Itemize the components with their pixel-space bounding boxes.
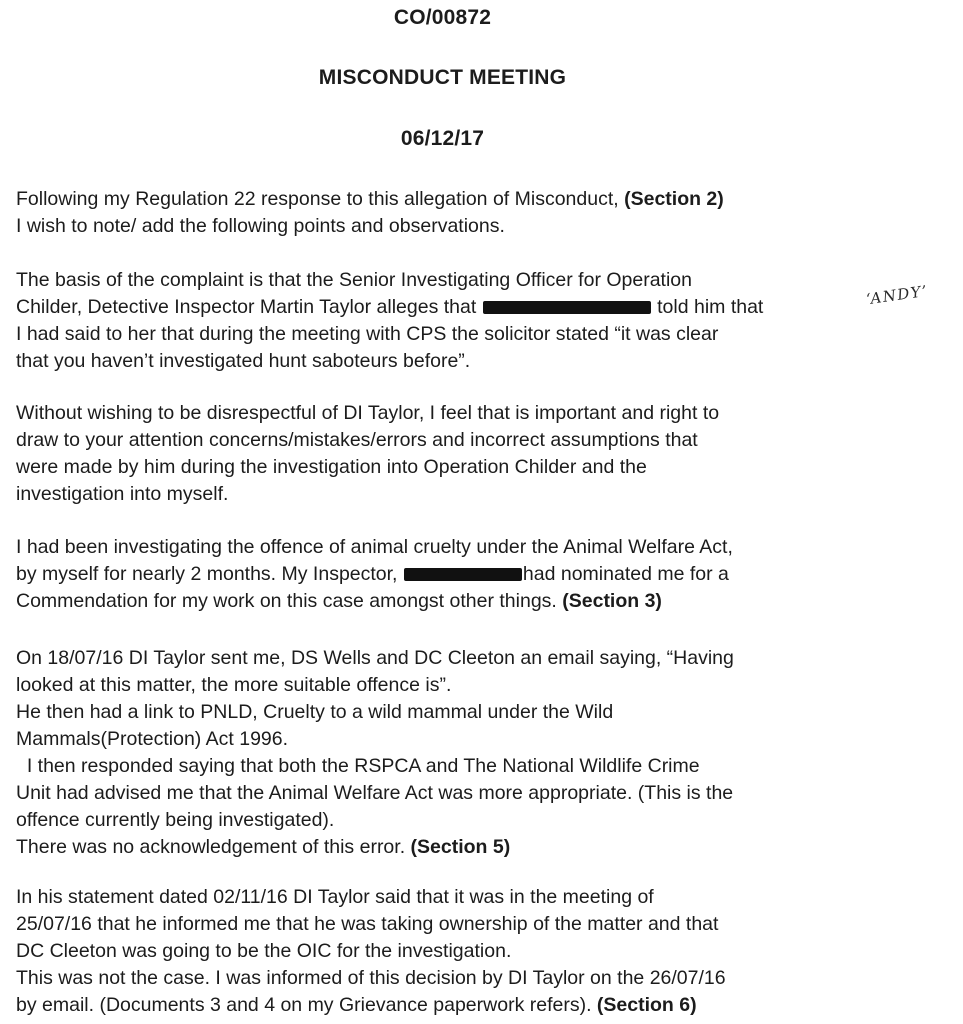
- paragraph-line: Mammals(Protection) Act 1996.: [16, 728, 289, 750]
- paragraph-line: He then had a link to PNLD, Cruelty to a wild mammal under the Wild: [16, 701, 614, 723]
- paragraph-line: Unit had advised me that the Animal Welfare Act was more appropriate. (This is the: [16, 782, 734, 804]
- paragraph-2: [16, 267, 916, 375]
- paragraph-3: [16, 400, 916, 508]
- paragraph-line: In his statement dated 02/11/16 DI Taylor said that it was in the meeting of: [16, 886, 654, 908]
- section-reference: (Section 6): [596, 994, 697, 1016]
- paragraph-line: The basis of the complaint is that the Senior Investigating Officer for Operation: [16, 269, 692, 291]
- paragraph-1: [16, 186, 916, 240]
- paragraph-line: were made by him during the investigation into Operation Childer and the: [16, 456, 647, 478]
- paragraph-line: offence currently being investigated).: [16, 809, 335, 831]
- paragraph-line: I had said to her that during the meeting with CPS the solicitor stated “it was clear: [16, 323, 719, 345]
- paragraph-line: I then responded saying that both the RSPCA and The National Wildlife Crime: [16, 755, 700, 777]
- text-run: had nominated me for a: [522, 563, 729, 585]
- text-run: Commendation for my work on this case amongst other things.: [16, 590, 563, 612]
- paragraph-line: [16, 834, 916, 861]
- text-run: by myself for nearly 2 months. My Inspector,: [16, 563, 403, 585]
- redaction-bar: [404, 568, 522, 581]
- paragraph-line: [16, 186, 916, 213]
- paragraph-line: [16, 588, 916, 615]
- text-run: There was no acknowledgement of this error.: [16, 836, 411, 858]
- handwritten-annotation: ‘ANDY’: [865, 281, 930, 309]
- paragraph-5: [16, 645, 916, 861]
- paragraph-line: [16, 561, 916, 588]
- paragraph-line: Without wishing to be disrespectful of DI Taylor, I feel that is important and right to: [16, 402, 720, 424]
- meeting-date: 06/12/17: [400, 127, 485, 150]
- paragraph-line: I wish to note/ add the following points and observations.: [16, 215, 505, 237]
- paragraph-line: This was not the case. I was informed of this decision by DI Taylor on the 26/07/16: [16, 967, 726, 989]
- redaction-bar: [483, 301, 651, 314]
- text-run: by email. (Documents 3 and 4 on my Grievance paperwork refers).: [16, 994, 597, 1016]
- paragraph-line: On 18/07/16 DI Taylor sent me, DS Wells and DC Cleeton an email saying, “Having: [16, 647, 734, 669]
- paragraph-6: [16, 884, 916, 1019]
- section-reference: (Section 3): [562, 590, 662, 612]
- text-run: told him that: [651, 296, 764, 318]
- paragraph-line: DC Cleeton was going to be the OIC for the investigation.: [16, 940, 512, 962]
- paragraph-line: draw to your attention concerns/mistakes/errors and incorrect assumptions that: [16, 429, 698, 451]
- paragraph-line: I had been investigating the offence of animal cruelty under the Animal Welfare Act,: [16, 536, 733, 558]
- text-run: Following my Regulation 22 response to this allegation of Misconduct,: [16, 188, 625, 210]
- paragraph-line: 25/07/16 that he informed me that he was taking ownership of the matter and that: [16, 913, 719, 935]
- page-title: MISCONDUCT MEETING: [318, 66, 567, 89]
- section-reference: (Section 5): [410, 836, 511, 858]
- paragraph-4: [16, 534, 916, 615]
- section-reference: (Section 2): [624, 188, 724, 210]
- reference-number: CO/00872: [393, 6, 492, 29]
- paragraph-line: that you haven’t investigated hunt saboteurs before”.: [16, 350, 471, 372]
- paragraph-line: [16, 294, 916, 321]
- paragraph-line: investigation into myself.: [16, 483, 229, 505]
- text-run: Childer, Detective Inspector Martin Taylor alleges that: [16, 296, 482, 318]
- paragraph-line: [16, 992, 916, 1019]
- paragraph-line: looked at this matter, the more suitable offence is”.: [16, 674, 452, 696]
